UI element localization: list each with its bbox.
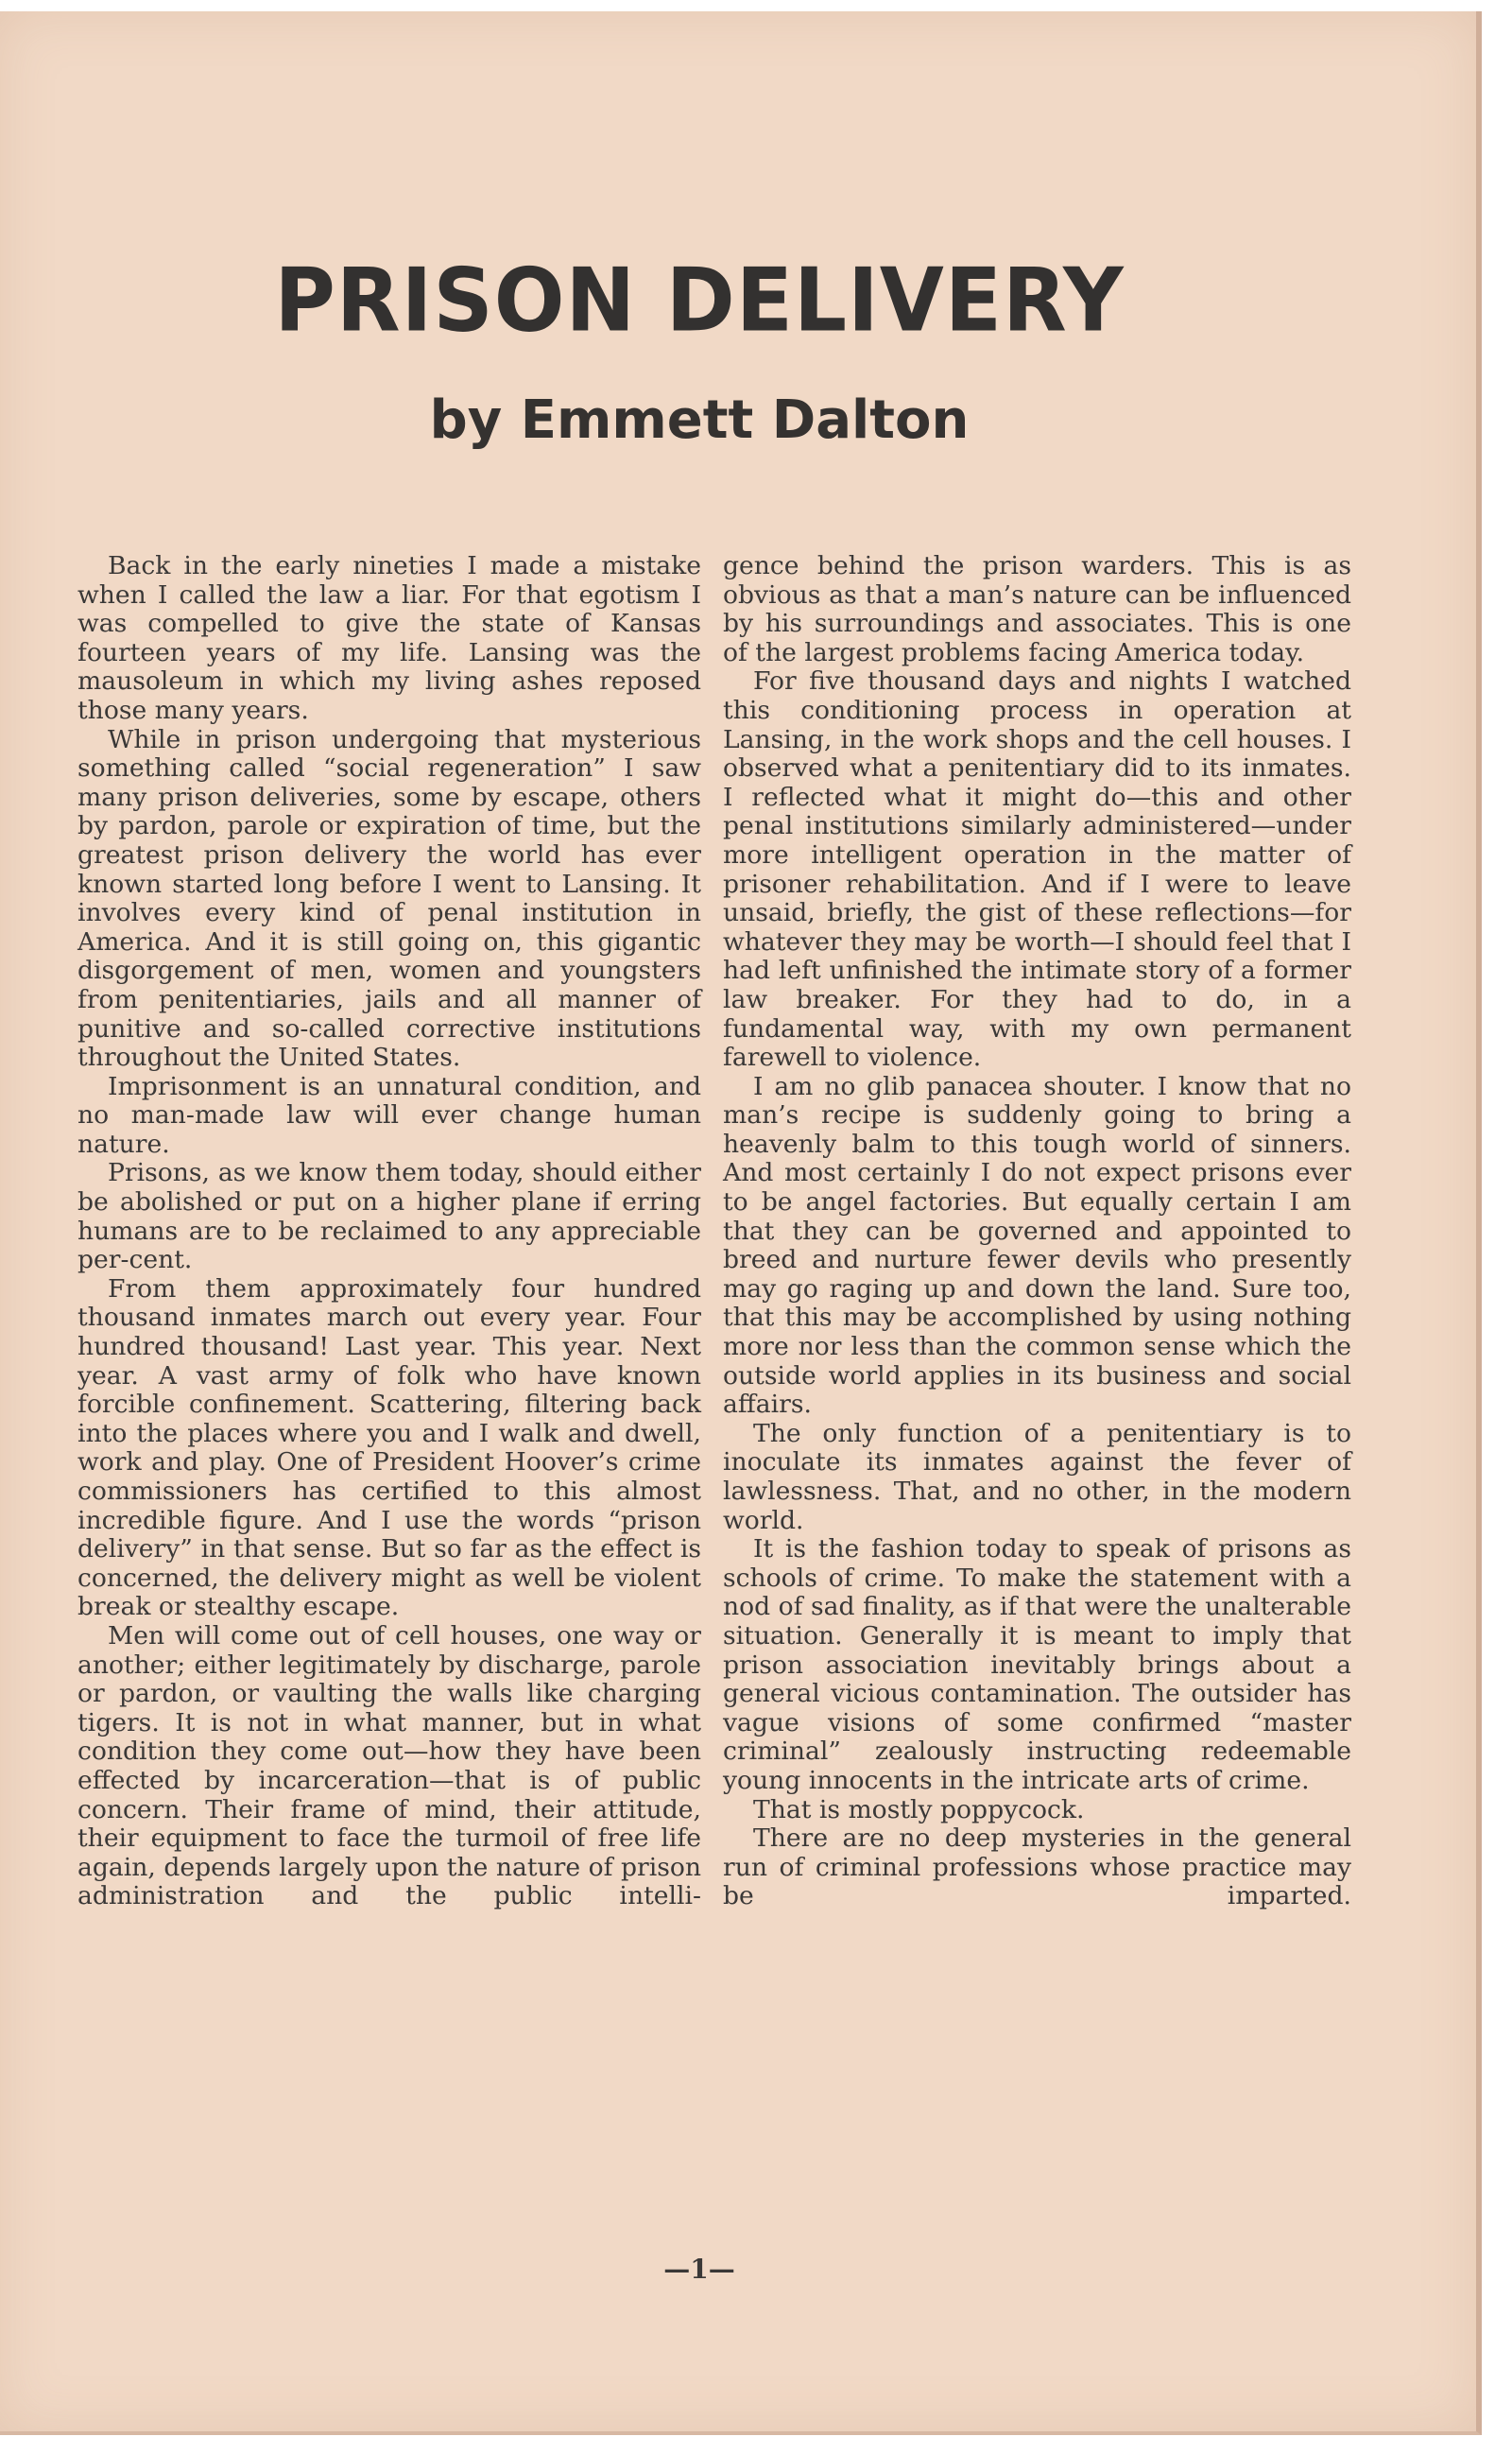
paragraph: It is the fashion today to speak of prisons as schools of crime. To make the statement with a nod of sad finality, as if that were the unalterable situation. Generally it is meant to imply that prison association inevitably brings about a general vicious contamination. The outsider has vague visions of some confirmed “master criminal” zealously instructing redeemable young innocents in the intricate arts of crime. <box>723 1534 1351 1795</box>
paragraph: Men will come out of cell houses, one way or another; either legitimately by discharge, parole or pardon, or vaulting the walls like charging tigers. It is not in what manner, but in what condition they come out—how they have been effected by incarceration—that is of public concern. Their frame of mind, their attitude, their equipment to face the turmoil of free life again, depends largely upon the nature of prison administration and the public intelli- <box>77 1620 701 1911</box>
article-byline: by Emmett Dalton <box>429 389 970 451</box>
paragraph: There are no deep mysteries in the general run of criminal professions whose practice may be imparted. <box>723 1823 1351 1911</box>
paragraph: For five thousand days and nights I watched this conditioning process in operation at Lansing, in the work shops and the cell houses. I observed what a penitentiary did to its inmates. I reflected what it might do—this and other penal institutions similarly administered—under more intelligent operation in the matter of prisoner rehabilitation. And if I were to leave unsaid, briefly, the gist of these reflections—for whatever they may be worth—I should feel that I had left unfinished the intimate story of a former law breaker. For they had to do, in a fundamental way, with my own permanent farewell to violence. <box>723 666 1351 1073</box>
paragraph: The only function of a penitentiary is to inoculate its inmates against the fever of lawlessness. That, and no other, in the modern world. <box>723 1418 1351 1535</box>
magazine-page <box>0 11 1482 2435</box>
page-number: —1— <box>663 2254 735 2285</box>
left-column <box>77 552 701 1911</box>
paragraph: gence behind the prison warders. This is as obvious as that a man’s nature can be influenced by his surroundings and associates. This is one of the largest problems facing America today. <box>723 551 1351 667</box>
paragraph: From them approximately four hundred thousand inmates march out every year. Four hundred thousand! Last year. This year. Next year. A vast army of folk who have known forcible confinement. Scattering, filtering back into the places where you and I walk and dwell, work and play. One of President Hoover’s crime commissioners has certified to this almost incredible figure. And I use the words “prison delivery” in that sense. But so far as the effect is concerned, the delivery might as well be violent break or stealthy escape. <box>77 1273 701 1622</box>
paragraph: Imprisonment is an unnatural condition, and no man-made law will ever change human nature. <box>77 1071 701 1159</box>
paragraph: That is mostly poppycock. <box>753 1794 1085 1824</box>
paragraph: I am no glib panacea shouter. I know that no man’s recipe is suddenly going to bring a heavenly balm to this tough world of sinners. And most certainly I do not expect prisons ever to be angel factories. But equally certain I am that they can be governed and appointed to breed and nurture fewer devils who presently may go raging up and down the land. Sure too, that this may be accomplished by using nothing more nor less than the common sense which the outside world applies in its business and social affairs. <box>723 1071 1351 1420</box>
paragraph: Back in the early nineties I made a mistake when I called the law a liar. For that egotism I was compelled to give the state of Kansas fourteen years of my life. Lansing was the mausoleum in which my living ashes reposed those many years. <box>77 551 701 725</box>
paragraph: While in prison undergoing that mysterious something called “social regeneration” I saw many prison deliveries, some by escape, others by pardon, parole or expiration of time, but the greatest prison delivery the world has ever known started long before I went to Lansing. It involves every kind of penal institution in America. And it is still going on, this gigantic disgorgement of men, women and youngsters from penitentiaries, jails and all manner of punitive and so-called corrective institutions throughout the United States. <box>77 724 701 1073</box>
right-column <box>723 552 1351 1911</box>
paragraph: Prisons, as we know them today, should either be abolished or put on a higher plane if erring humans are to be reclaimed to any appreciable per-cent. <box>77 1158 701 1275</box>
article-title: PRISON DELIVERY <box>274 249 1125 352</box>
